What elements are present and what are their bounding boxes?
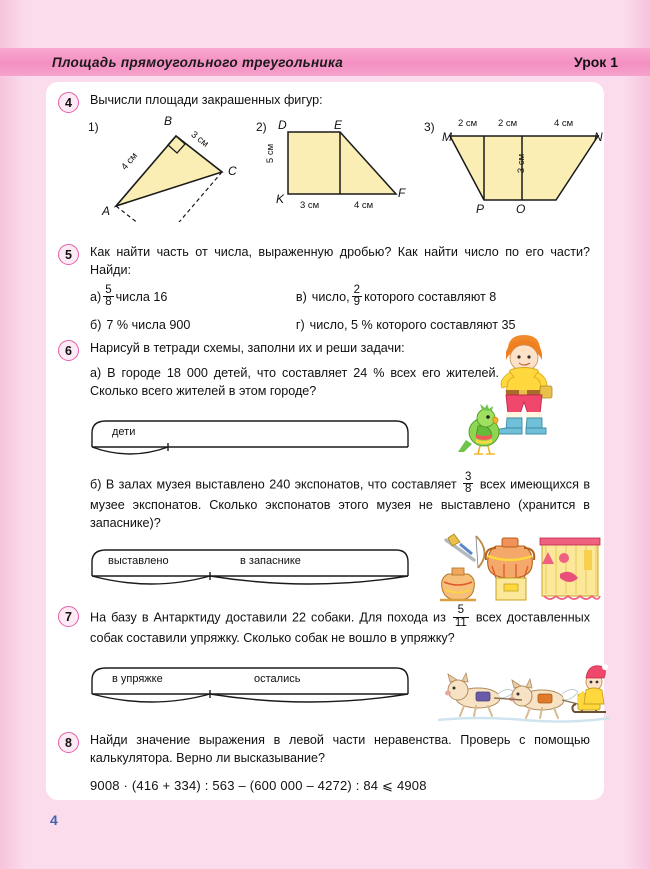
figure-2-trapezoid — [278, 114, 418, 222]
dog-sled-illustration — [438, 654, 610, 728]
task-6-number[interactable]: 6 — [58, 340, 79, 361]
figure-1-triangle — [98, 114, 238, 222]
figure-2-base-part-2: 4 см — [354, 199, 374, 211]
scheme-children-label: дети — [112, 425, 136, 438]
task-5-item-b-text: 7 % числа 900 — [106, 317, 191, 332]
figure-1-vertex-A: A — [102, 203, 111, 218]
task-5-item-v — [295, 283, 590, 310]
task-6-part-b-label: б) — [90, 476, 102, 491]
figure-1-side-BC-length: 3 см — [188, 129, 211, 150]
task-6-part-a — [90, 365, 499, 401]
task-7-text-pre: На базу в Антарктиду доставили 22 собаки. Для похода из — [90, 610, 446, 625]
figure-2-height-label: 5 см — [265, 143, 277, 163]
scheme-museum-label-left: выставлено — [108, 555, 169, 568]
task-6-part-b-text-pre: В залах музея выставлено 240 экспонатов, что составляет — [105, 476, 457, 491]
task-7-text-post: всех доставленных собак составили упряжку. Сколько собак не вошло в упряжку? — [90, 610, 591, 645]
figure-3-vertex-O: O — [516, 201, 526, 216]
fraction-denominator: 11 — [454, 616, 467, 629]
task-5-item-v-pre: число, — [311, 289, 350, 304]
figure-1-index: 1) — [88, 119, 99, 134]
task-5-item-a-fraction — [103, 285, 113, 309]
task-4-figures — [46, 114, 604, 226]
task-7-number[interactable]: 7 — [58, 606, 79, 627]
task-7-text — [90, 606, 590, 648]
scheme-children-svg — [90, 415, 410, 455]
task-5-item-a-label: а) — [90, 289, 102, 304]
task-8-expression: 9008 · (416 + 334) : 563 – (600 000 – 4272) : 84 ⩽ 4908 — [90, 777, 427, 793]
fraction-numerator: 5 — [105, 283, 112, 296]
figure-3-vertex-N: N — [594, 129, 603, 144]
figure-3-top-part-1: 2 см — [458, 117, 478, 129]
figure-3-vertex-P: P — [476, 201, 485, 216]
task-5-item-g-label: г) — [295, 317, 305, 332]
fraction-numerator: 2 — [353, 283, 361, 296]
page-right-edge-gradient — [624, 0, 650, 869]
task-5-item-v-fraction — [352, 285, 362, 309]
task-6-part-b — [90, 470, 591, 533]
figure-2-vertex-F: F — [398, 185, 406, 200]
task-5-item-v-post: которого составляют 8 — [364, 289, 497, 304]
figure-1-vertex-C: C — [228, 163, 237, 178]
figure-2-index: 2) — [256, 119, 267, 134]
museum-exhibits-illustration — [434, 530, 604, 604]
fraction-numerator: 5 — [457, 604, 465, 616]
task-5-prompt: Как найти часть от числа, выраженную дробью? Как найти число по его части? Найди: — [90, 245, 590, 277]
figure-2-base-part-1: 3 см — [300, 199, 320, 211]
task-5-item-g-text: число, 5 % которого составляют 35 — [309, 317, 516, 332]
fraction-numerator: 3 — [465, 470, 472, 483]
fraction-denominator: 8 — [105, 296, 112, 309]
task-8 — [46, 732, 604, 795]
task-6-prompt: Нарисуй в тетради схемы, заполни их и реши задачи: — [90, 341, 405, 355]
figure-3-vertex-M: M — [442, 129, 452, 144]
task-4-number[interactable]: 4 — [58, 92, 79, 113]
fraction-denominator: 9 — [353, 296, 361, 309]
figure-2-vertex-D: D — [278, 117, 287, 132]
scheme-dogs-label-left: в упряжке — [112, 672, 163, 685]
page-header-band — [0, 48, 650, 76]
task-6-part-b-fraction — [463, 472, 473, 496]
task-5-number[interactable]: 5 — [58, 244, 79, 265]
fraction-denominator: 8 — [465, 483, 472, 496]
page-left-edge-gradient — [0, 0, 26, 869]
task-5-item-b-label: б) — [90, 317, 102, 332]
task-8-number[interactable]: 8 — [58, 732, 79, 753]
task-8-prompt: Найди значение выражения в левой части неравенства. Проверь с помощью калькулятора. Верно ли высказывание? — [90, 733, 590, 765]
task-5-item-b — [90, 317, 296, 335]
scheme-dogs-label-right: остались — [254, 672, 301, 685]
scheme-museum-label-right: в запаснике — [240, 555, 301, 568]
figure-3-top-part-3: 4 см — [554, 117, 574, 129]
task-5-item-a-text: числа 16 — [115, 289, 168, 304]
figure-1-vertex-B: B — [164, 113, 173, 128]
page-title: Площадь прямоугольного треугольника — [52, 54, 344, 70]
figure-3-trapezoid — [438, 114, 618, 222]
task-5 — [46, 244, 604, 342]
task-5-column-left — [90, 283, 296, 342]
task-4-prompt: Вычисли площади закрашенных фигур: — [90, 93, 323, 107]
task-6-part-b-text-post: всех имеющихся в музее экспонатов. Сколько экспонатов этого музея не выставлено (хранится в запаснике)? — [90, 476, 591, 530]
lesson-label: Урок 1 — [574, 54, 618, 70]
figure-2-vertex-K: K — [276, 191, 285, 206]
task-6-part-a-text: В городе 18 000 детей, что составляет 24 % всех его жителей. Сколько всего жителей в этом городе? — [90, 365, 499, 398]
content-card — [46, 82, 604, 800]
task-5-item-v-label: в) — [295, 289, 307, 304]
task-7-fraction — [453, 605, 469, 629]
figure-3-top-part-2: 2 см — [498, 117, 518, 129]
task-6-part-a-label: а) — [90, 365, 102, 380]
figure-3-height-label: 3 см — [516, 153, 528, 173]
task-4 — [46, 92, 604, 226]
page-number: 4 — [50, 812, 58, 828]
figure-2-vertex-E: E — [334, 117, 343, 132]
task-5-item-a — [90, 283, 296, 310]
figure-1-side-AB-length: 4 см — [119, 150, 140, 173]
green-parrot-illustration — [458, 404, 514, 460]
figure-3-index: 3) — [424, 119, 435, 134]
